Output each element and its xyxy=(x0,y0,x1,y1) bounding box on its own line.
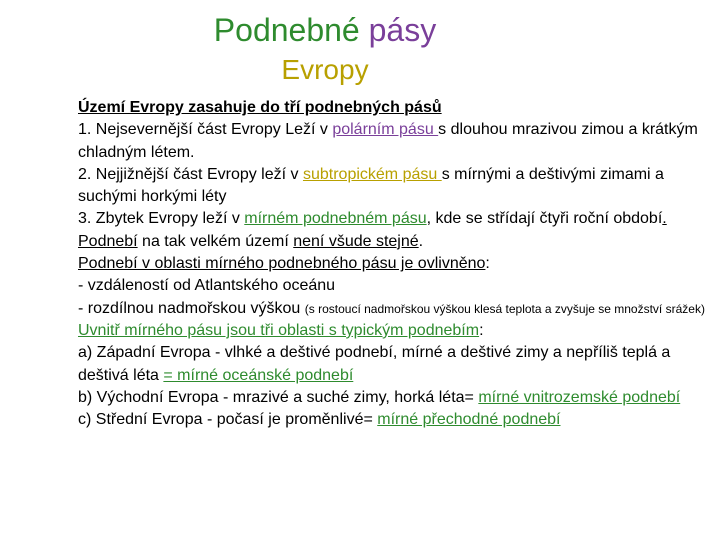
area-central: c) Střední Evropa - počasí je proměnlivé= mírné přechodné podnebí xyxy=(78,411,561,429)
point-temperate: 3. Zbytek Evropy leží v mírném podnebném pásu, kde se střídají čtyři roční období. Podnebí na tak velkém území není všude stejné. xyxy=(78,210,667,250)
influence-item-altitude: - rozdílnou nadmořskou výškou (s rostoucí nadmořskou výškou klesá teplota a zvyšuje se množství srážek) xyxy=(78,299,705,317)
title-word-pasy: pásy xyxy=(368,12,437,48)
intro-line: Území Evropy zasahuje do tří podnebných pásů xyxy=(78,99,442,116)
point-polar: 1. Nejsevernější část Evropy Leží v polárním pásu s dlouhou mrazivou zimou a krátkým chladným létem. xyxy=(78,121,698,161)
subtropical-belt-link: subtropickém pásu xyxy=(302,165,442,183)
polar-belt-link: polárním pásu xyxy=(332,121,439,139)
page-title xyxy=(0,10,650,50)
influence-item-ocean: - vzdáleností od Atlantského oceánu xyxy=(78,277,336,295)
area-west: a) Západní Evropa - vlhké a deštivé podnebí, mírné a deštivé zimy a nepříliš teplá a deštivá léta = mírné oceánské podnebí xyxy=(78,344,671,384)
altitude-note: (s rostoucí nadmořskou výškou klesá teplota a zvyšuje se množství srážek) xyxy=(304,301,705,316)
point-subtropical: 2. Nejjižnější část Evropy leží v subtropickém pásu s mírnými a deštivými zimami a suchými horkými léty xyxy=(78,165,664,206)
areas-heading: Uvnitř mírného pásu jsou tři oblasti s typickým podnebím: xyxy=(78,321,484,339)
influence-heading: Podnebí v oblasti mírného podnebného pásu je ovlivněno: xyxy=(78,255,490,273)
temperate-belt-link: mírném podnebném pásu xyxy=(244,210,427,228)
slide-body xyxy=(78,97,708,431)
page-subtitle: Evropy xyxy=(281,54,369,85)
area-east: b) Východní Evropa - mrazivé a suché zimy, horká léta= mírné vnitrozemské podnebí xyxy=(78,388,681,406)
title-word-podnebne: Podnebné xyxy=(213,12,360,48)
